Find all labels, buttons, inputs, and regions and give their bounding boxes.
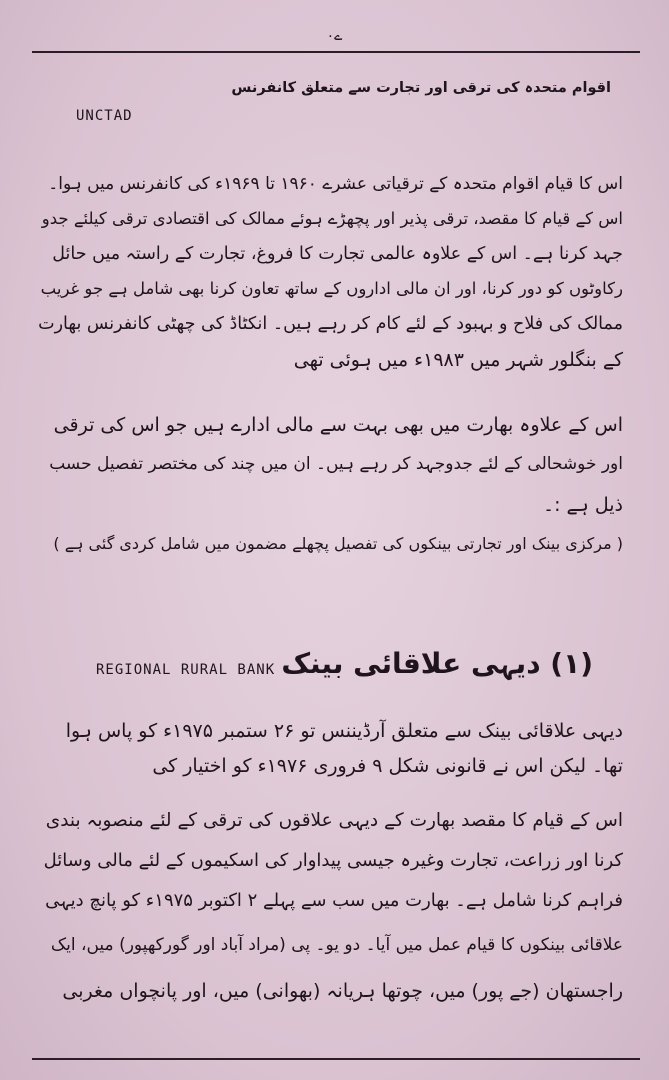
paragraph-line: تھا۔ لیکن اس نے قانونی شکل ۹ فروری ۱۹۷۶ء کو اختیار کی [152, 755, 623, 777]
paragraph-line: اس کے قیام کا مقصد بھارت کے دیہی علاقوں کی ترقی کے لئے منصوبہ بندی [45, 810, 623, 831]
paragraph-line: جہد کرنا ہے۔ اس کے علاوہ عالمی تجارت کا فروغ، تجارت کے راستہ میں حائل [52, 244, 623, 264]
parenthetical-note: ( مرکزی بینک اور تجارتی بینکوں کی تفصیل پچھلے مضمون میں شامل کردی گئی ہے ) [53, 534, 623, 553]
paragraph-line: کرنا اور زراعت، تجارت وغیرہ جیسی پیداوار کی اسکیموں کے لئے مالی وسائل [43, 850, 623, 871]
section-title-regional-rural-bank-english: REGIONAL RURAL BANK [96, 662, 276, 678]
section-title-unctad-english: UNCTAD [76, 108, 133, 124]
paragraph-line: علاقائی بینکوں کا قیام عمل میں آیا۔ دو یو۔ پی (مراد آباد اور گورکھپور) میں، ایک [50, 935, 623, 955]
paragraph-line: رکاوٹوں کو دور کرنا، اور ان مالی اداروں کے ساتھ تعاون کرنا بھی شامل ہے جو غریب [40, 279, 623, 298]
bottom-rule [32, 1058, 640, 1060]
section-title-regional-rural-bank: (۱) دیہی علاقائی بینک [281, 647, 593, 680]
top-rule [32, 51, 640, 53]
paragraph-line: اس کے علاوہ بھارت میں بھی بہت سے مالی ادارے ہیں جو اس کی ترقی [53, 414, 623, 436]
paragraph-line: اور خوشحالی کے لئے جدوجہد کر رہے ہیں۔ ان میں چند کی مختصر تفصیل حسب [49, 454, 623, 474]
section-title-unctad: اقوام متحدہ کی ترقی اور تجارت سے متعلق کانفرنس [231, 80, 611, 96]
paragraph-line: راجستھان (جے پور) میں، چوتھا ہریانہ (بھوانی) میں، اور پانچواں مغربی [62, 980, 623, 1002]
page-number: ۰ے [326, 28, 343, 44]
paragraph-line: کے بنگلور شہر میں ۱۹۸۳ء میں ہوئی تھی [293, 349, 623, 371]
paragraph-line: فراہم کرنا شامل ہے۔ بھارت میں سب سے پہلے ۲ اکتوبر ۱۹۷۵ء کو پانچ دیہی [45, 890, 623, 911]
paragraph-line: ممالک کی فلاح و بہبود کے لئے کام کر رہے ہیں۔ انکٹاڈ کی چھٹی کانفرنس بھارت [38, 314, 623, 334]
paragraph-line: دیہی علاقائی بینک سے متعلق آرڈیننس تو ۲۶ ستمبر ۱۹۷۵ء کو پاس ہوا [65, 720, 623, 742]
paragraph-line: اس کا قیام اقوام متحدہ کے ترقیاتی عشرے ۱۹۶۰ تا ۱۹۶۹ء کی کانفرنس میں ہوا۔ [48, 174, 623, 194]
paragraph-line: ذیل ہے :۔ [542, 494, 623, 516]
paragraph-line: اس کے قیام کا مقصد، ترقی پذیر اور پچھڑے ہوئے ممالک کی اقتصادی ترقی کیلئے جدو [41, 209, 623, 228]
